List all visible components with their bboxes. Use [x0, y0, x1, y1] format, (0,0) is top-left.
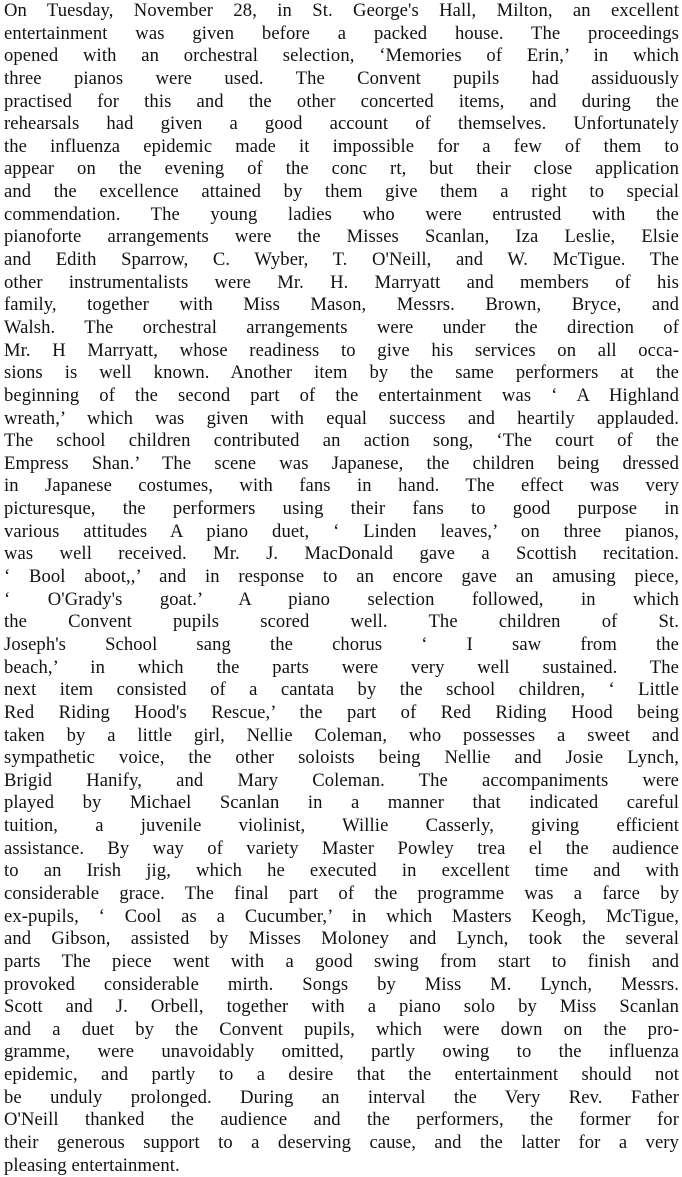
article-line: and Edith Sparrow, C. Wyber, T. O'Neill, and W. McTigue. The [4, 249, 679, 271]
article-line: and the excellence attained by them give them a right to special [4, 181, 679, 203]
article-line: commendation. The young ladies who were entrusted with the [4, 203, 679, 225]
article-line: beach,’ in which the parts were very well sustained. The [4, 656, 679, 678]
article-line: Scott and J. Orbell, together with a piano solo by Miss Scanlan [4, 996, 679, 1018]
article-line: taken by a little girl, Nellie Coleman, who possesses a sweet and [4, 724, 679, 746]
article-line: appear on the evening of the conc rt, but their close application [4, 158, 679, 180]
article-line: practised for this and the other concerted items, and during the [4, 90, 679, 112]
article-line: in Japanese costumes, with fans in hand. The effect was very [4, 475, 679, 497]
article-line: be unduly prolonged. During an interval the Very Rev. Father [4, 1086, 679, 1108]
article-line: three pianos were used. The Convent pupils had assiduously [4, 67, 679, 89]
article-line: family, together with Miss Mason, Messrs. Brown, Bryce, and [4, 294, 679, 316]
article-line: considerable grace. The final part of the programme was a farce by [4, 882, 679, 904]
article-line: pleasing entertainment. [4, 1154, 180, 1176]
article-line: wreath,’ which was given with equal success and heartily applauded. [4, 407, 679, 429]
article-line: ‘ Bool aboot,,’ and in response to an encore gave an amusing piece, [4, 566, 679, 588]
article-line: parts The piece went with a good swing from start to finish and [4, 950, 679, 972]
article-line: was well received. Mr. J. MacDonald gave a Scottish recitation. [4, 543, 679, 565]
article-line: and a duet by the Convent pupils, which were down on the pro- [4, 1018, 679, 1040]
article-line: next item consisted of a cantata by the school children, ‘ Little [4, 679, 679, 701]
article-line: epidemic, and partly to a desire that the entertainment should not [4, 1064, 679, 1086]
article-line: Brigid Hanify, and Mary Coleman. The accompaniments were [4, 769, 679, 791]
article-line: sions is well known. Another item by the same performers at the [4, 362, 679, 384]
article-line: pianoforte arrangements were the Misses Scanlan, Iza Leslie, Elsie [4, 226, 679, 248]
article-line: various attitudes A piano duet, ‘ Linden leaves,’ on three pianos, [4, 520, 679, 542]
article-line: Empress Shan.’ The scene was Japanese, the children being dressed [4, 452, 679, 474]
article-line: opened with an orchestral selection, ‘Memories of Erin,’ in which [4, 45, 679, 67]
article-line: entertainment was given before a packed house. The proceedings [4, 22, 679, 44]
article-line: their generous support to a deserving cause, and the latter for a very [4, 1132, 679, 1154]
article-line: Joseph's School sang the chorus ‘ I saw from the [4, 633, 679, 655]
article-line: provoked considerable mirth. Songs by Miss M. Lynch, Messrs. [4, 973, 679, 995]
article-line: beginning of the second part of the entertainment was ‘ A Highland [4, 384, 679, 406]
article-line: O'Neill thanked the audience and the performers, the former for [4, 1109, 679, 1131]
article-line: and Gibson, assisted by Misses Moloney and Lynch, took the several [4, 928, 679, 950]
article-line: played by Michael Scanlan in a manner that indicated careful [4, 792, 679, 814]
article-line: assistance. By way of variety Master Powley trea el the audience [4, 837, 679, 859]
article-line: other instrumentalists were Mr. H. Marryatt and members of his [4, 271, 679, 293]
article-line: gramme, were unavoidably omitted, partly owing to the influenza [4, 1041, 679, 1063]
article-line: Red Riding Hood's Rescue,’ the part of Red Riding Hood being [4, 701, 679, 723]
article-body [4, 0, 679, 1177]
article-line: On Tuesday, November 28, in St. George's Hall, Milton, an excellent [4, 0, 679, 21]
article-line: Mr. H Marryatt, whose readiness to give his services on all occa- [4, 339, 679, 361]
article-line: sympathetic voice, the other soloists being Nellie and Josie Lynch, [4, 747, 679, 769]
article-line: Walsh. The orchestral arrangements were under the direction of [4, 316, 679, 338]
article-line: tuition, a juvenile violinist, Willie Casserly, giving efficient [4, 815, 679, 837]
article-line: rehearsals had given a good account of themselves. Unfortunately [4, 113, 679, 135]
article-line: picturesque, the performers using their fans to good purpose in [4, 498, 679, 520]
article-line: the influenza epidemic made it impossible for a few of them to [4, 135, 679, 157]
article-line: ‘ O'Grady's goat.’ A piano selection followed, in which [4, 588, 679, 610]
article-line: to an Irish jig, which he executed in excellent time and with [4, 860, 679, 882]
article-line: the Convent pupils scored well. The children of St. [4, 611, 679, 633]
article-line: ex-pupils, ‘ Cool as a Cucumber,’ in which Masters Keogh, McTigue, [4, 905, 679, 927]
article-line: The school children contributed an action song, ‘The court of the [4, 430, 679, 452]
